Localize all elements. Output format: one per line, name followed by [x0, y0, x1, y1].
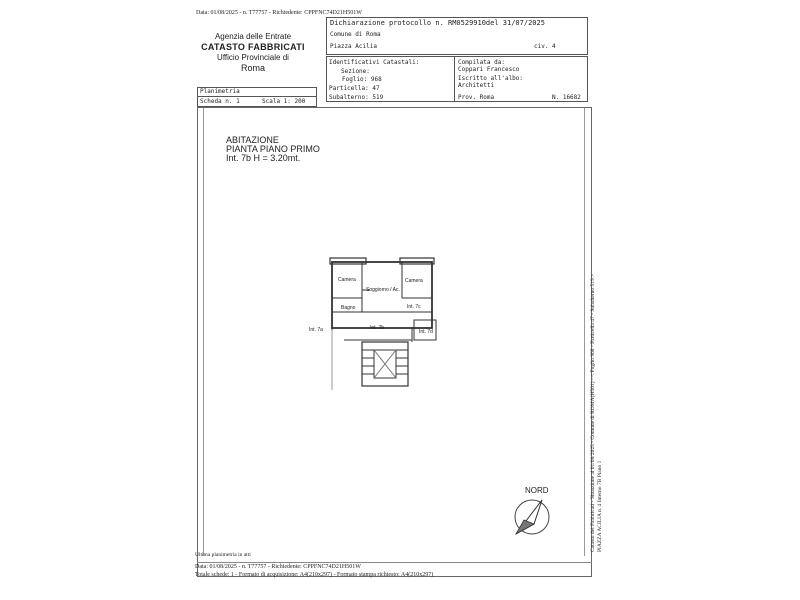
protocol-text: Dichiarazione protocollo n. RM0529910del 31/07/2025: [330, 19, 545, 27]
particella-value: Particella: 47: [329, 85, 380, 92]
plan-unit-height: Int. 7b H = 3.20mt.: [226, 153, 301, 163]
side-address-line: PIAZZA ACILIA n. 4 Interno 7B Piano 1: [597, 460, 603, 552]
plan-floor: PIANTA PIANO PRIMO: [226, 144, 320, 154]
foglio-value: Foglio: 968: [342, 76, 382, 83]
footer-format-line: Totale schede: 1 - Formato di acquisizione: A4(210x297) - Formato stampa richiesto: A4(210x297): [195, 572, 434, 578]
room-int-7c: Int. 7c: [407, 304, 421, 310]
top-request-line: Data: 01/08/2025 - n. T77757 - Richiedente: CPPFNC74D21H501W: [196, 10, 362, 16]
footer-request-line: Data: 01/08/2025 - n. T77757 - Richiedente: CPPFNC74D21H501W: [195, 564, 361, 570]
identifiers-divider: [454, 56, 455, 102]
floor-plan: [300, 250, 450, 390]
room-int-7a: Int. 7a: [309, 327, 323, 333]
scala-label: Scala 1: 200: [262, 98, 306, 105]
albo-value: Architetti: [458, 82, 495, 89]
room-int-7d: Int. 7d: [419, 329, 433, 335]
registration-number: N. 16682: [552, 94, 581, 101]
province-value: Prov. Roma: [458, 94, 495, 101]
compiler-name: Coppari Francesco: [458, 66, 520, 73]
frame-inner-right: [584, 108, 585, 556]
side-catasto-line: Catasto dei Fabbricati - Situazione al 01/08/2025 - Comune di ROMA(H501) - < Foglio 968 - Particella 47 - Subalterno 519 >: [590, 273, 596, 552]
room-int-7b: Int. 7b: [370, 325, 384, 331]
ufficio-city: Roma: [240, 63, 265, 73]
plan-type: ABITAZIONE: [226, 135, 279, 145]
room-soggiorno: Soggiorno / Ac.: [366, 287, 400, 293]
compilata-label: Compilata da:: [458, 59, 505, 66]
agency-block: [188, 32, 318, 74]
ufficio-label: Ufficio Provinciale di: [217, 53, 289, 62]
room-bagno: Bagno: [341, 305, 356, 311]
north-arrow-icon: [510, 494, 554, 540]
scheda-label: Scheda n. 1: [200, 98, 240, 105]
room-camera-right: Camera: [405, 278, 423, 284]
sheet-divider: [197, 96, 317, 97]
municipality-text: Comune di Roma: [330, 31, 381, 38]
agency-name: Agenzia delle Entrate: [214, 32, 292, 41]
civic-number: civ. 4: [534, 43, 556, 50]
planimetria-label: Planimetria: [200, 88, 240, 95]
address-text: Piazza Acilia: [330, 43, 377, 50]
catasto-title: CATASTO FABBRICATI: [201, 42, 305, 52]
footer-divider: [197, 562, 592, 563]
sezione-label: Sezione:: [341, 68, 370, 75]
identifiers-header: Identificativi Catastali:: [329, 59, 420, 66]
ultima-planimetria: Ultima planimetria in atti: [195, 552, 251, 558]
subalterno-value: Subalterno: 519: [329, 94, 384, 101]
north-label: NORD: [525, 486, 549, 495]
iscritto-label: Iscritto all'albo:: [458, 75, 524, 82]
room-camera-left: Camera: [338, 277, 356, 283]
frame-inner-left: [203, 108, 204, 556]
